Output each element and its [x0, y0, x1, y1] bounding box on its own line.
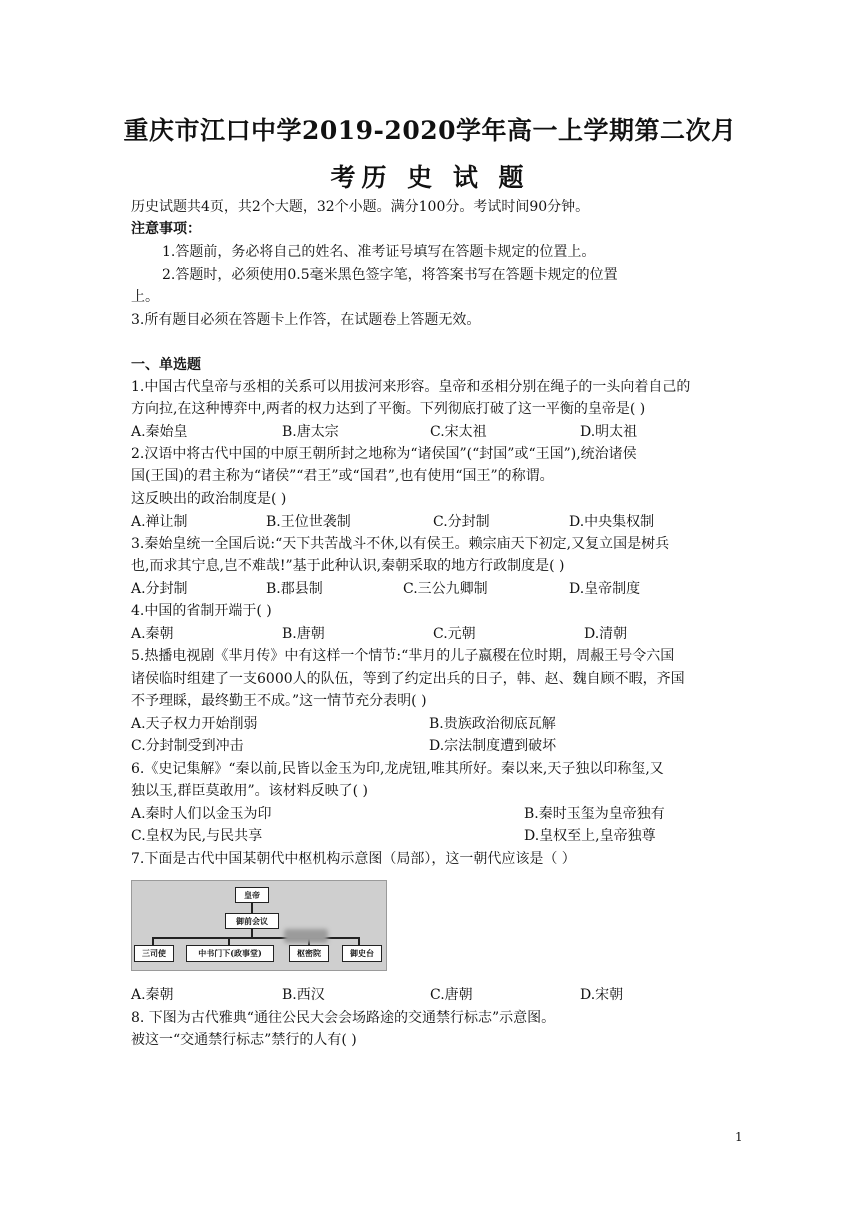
q5-option-c: C.分封制受到冲击 [131, 738, 244, 754]
diagram-connector [251, 929, 253, 937]
q3-option-a: A.分封制 [131, 581, 188, 597]
diagram-connector [251, 903, 253, 913]
central-institution-diagram [131, 880, 387, 971]
notice-item-1: 1.答题前，务必将自己的姓名、准考证号填写在答题卡规定的位置上。 [162, 244, 596, 260]
question-5-text-3: 不予理睬，最终勤王不成。”这一情节充分表明( ) [131, 693, 427, 709]
q4-option-a: A.秦朝 [131, 626, 174, 642]
q4-option-b: B.唐朝 [282, 626, 325, 642]
q6-option-d: D.皇权至上,皇帝独尊 [524, 828, 656, 844]
diagram-node-bottom-2: 中书门下(政事堂) [186, 945, 274, 962]
notice-item-2: 2.答题时，必须使用0.5毫米黑色签字笔，将答案书写在答题卡规定的位置 [162, 267, 618, 283]
diagram-blur-patch [284, 929, 328, 943]
section-heading: 一、单选题 [131, 357, 201, 373]
diagram-node-emperor: 皇帝 [235, 887, 269, 903]
q2-option-b: B.王位世袭制 [266, 514, 351, 530]
diagram-connector [228, 937, 230, 945]
notice-heading: 注意事项： [131, 221, 201, 237]
diagram-node-bottom-4: 御史台 [342, 945, 382, 962]
q6-option-c: C.皇权为民,与民共享 [131, 828, 263, 844]
question-2-text: 2.汉语中将古代中国的中原王朝所封之地称为“诸侯国”(“封国”或“王国”),统治诸侯 [131, 446, 637, 462]
question-4-text: 4.中国的省制开端于( ) [131, 603, 272, 619]
question-6-text-2: 独以玉,群臣莫敢用”。该材料反映了( ) [131, 783, 368, 799]
q6-option-b: B.秦时玉玺为皇帝独有 [524, 806, 665, 822]
page-title-line2: 考历 史 试 题 [330, 163, 530, 192]
q7-option-b: B.西汉 [282, 987, 325, 1003]
q5-option-d: D.宗法制度遭到破坏 [429, 738, 557, 754]
diagram-node-council: 御前会议 [225, 913, 279, 929]
q5-option-a: A.天子权力开始削弱 [131, 716, 258, 732]
q3-option-d: D.皇帝制度 [569, 581, 641, 597]
question-5-text: 5.热播电视剧《芈月传》中有这样一个情节:“芈月的儿子嬴稷在位时期，周赧王号令六国 [131, 648, 675, 664]
q3-option-c: C.三公九卿制 [403, 581, 488, 597]
page-number: 1 [735, 1130, 743, 1144]
page-title: 重庆市江口中学2019-2020学年高一上学期第二次月 [123, 116, 737, 145]
notice-item-3: 3.所有题目必须在答题卡上作答，在试题卷上答题无效。 [131, 312, 481, 328]
question-7-text: 7.下面是古代中国某朝代中枢机构示意图（局部），这一朝代应该是（ ） [131, 851, 576, 867]
notice-item-2-cont: 上。 [131, 289, 159, 305]
q7-option-d: D.宋朝 [580, 987, 624, 1003]
q2-option-d: D.中央集权制 [569, 514, 655, 530]
q4-option-c: C.元朝 [433, 626, 476, 642]
question-3-text-2: 也,而求其宁息,岂不难哉!”基于此种认识,秦朝采取的地方行政制度是( ) [131, 558, 565, 574]
question-2-text-3: 这反映出的政治制度是( ) [131, 491, 287, 507]
diagram-node-bottom-1: 三司使 [134, 945, 174, 962]
q1-option-c: C.宋太祖 [430, 424, 487, 440]
question-5-text-2: 诸侯临时组建了一支6000人的队伍，等到了约定出兵的日子，韩、赵、魏自顾不暇，齐国 [131, 671, 685, 687]
question-1-text-2: 方向拉,在这种博弈中,两者的权力达到了平衡。下列彻底打破了这一平衡的皇帝是( ) [131, 401, 646, 417]
question-3-text: 3.秦始皇统一全国后说:“天下共苦战斗不休,以有侯王。赖宗庙天下初定,又复立国是树兵 [131, 536, 670, 552]
question-1-text: 1.中国古代皇帝与丞相的关系可以用拔河来形容。皇帝和丞相分别在绳子的一头向着自己的 [131, 379, 691, 395]
diagram-node-bottom-3: 枢密院 [289, 945, 329, 962]
q7-option-a: A.秦朝 [131, 987, 174, 1003]
diagram-connector [152, 937, 154, 945]
q2-option-a: A.禅让制 [131, 514, 188, 530]
q3-option-b: B.郡县制 [266, 581, 323, 597]
q7-option-c: C.唐朝 [430, 987, 473, 1003]
q2-option-c: C.分封制 [433, 514, 490, 530]
q6-option-a: A.秦时人们以金玉为印 [131, 806, 272, 822]
question-6-text: 6.《史记集解》“秦以前,民皆以金玉为印,龙虎钮,唯其所好。秦以来,天子独以印称玺,又 [131, 761, 664, 777]
q5-option-b: B.贵族政治彻底瓦解 [429, 716, 556, 732]
diagram-connector [358, 937, 360, 945]
q1-option-b: B.唐太宗 [282, 424, 339, 440]
question-2-text-2: 国(王国)的君主称为“诸侯”“君王”或“国君”,也有使用“国王”的称谓。 [131, 468, 554, 484]
question-8-text: 8. 下图为古代雅典“通往公民大会会场路途的交通禁行标志”示意图。 [131, 1010, 556, 1026]
q4-option-d: D.清朝 [584, 626, 628, 642]
exam-intro: 历史试题共4页，共2个大题，32个小题。满分100分。考试时间90分钟。 [131, 199, 590, 215]
q1-option-d: D.明太祖 [580, 424, 638, 440]
question-8-text-2: 被这一“交通禁行标志”禁行的人有( ) [131, 1032, 357, 1048]
q1-option-a: A.秦始皇 [131, 424, 188, 440]
